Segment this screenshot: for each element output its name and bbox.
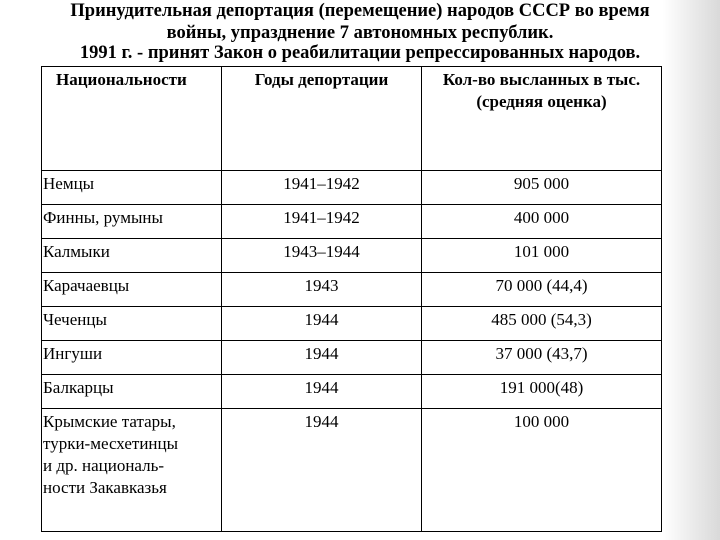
cell-years: 1941–1942 [222,171,422,205]
cell-count: 37 000 (43,7) [422,341,662,375]
cell-years: 1944 [222,375,422,409]
cell-count: 905 000 [422,171,662,205]
table-row [42,273,662,307]
cell-count: 400 000 [422,205,662,239]
header-count-line-2: (средняя оценка) [476,92,607,111]
title-line-1: Принудительная депортация (перемещение) народов СССР во время [70,1,650,21]
cell-count: 485 000 (54,3) [422,307,662,341]
cell-years: 1944 [222,341,422,375]
title-line-3: 1991 г. - принят Закон о реабилитации репрессированных народов. [79,43,641,63]
cell-nationality: Чеченцы [42,307,222,341]
table-row [42,307,662,341]
cell-count: 100 000 [422,409,662,532]
cell-years: 1944 [222,307,422,341]
nationality-line: турки-месхетинцы [43,434,179,453]
cell-years: 1941–1942 [222,205,422,239]
cell-count: 70 000 (44,4) [422,273,662,307]
table-header-row [42,67,662,171]
header-nationality: Национальности [42,67,222,171]
cell-nationality: Финны, румыны [42,205,222,239]
table-row [42,409,662,532]
cell-years: 1943 [222,273,422,307]
table-row [42,341,662,375]
nationality-line: ности Закавказья [43,478,167,497]
cell-count: 101 000 [422,239,662,273]
cell-nationality: Ингуши [42,341,222,375]
slide-title [0,0,720,64]
table-row [42,239,662,273]
deportation-table [41,66,662,532]
table-row [42,205,662,239]
nationality-line: Крымские татары, [43,412,176,431]
table-row [42,375,662,409]
nationality-line: и др. националь- [43,456,165,475]
title-line-2: войны, упразднение 7 автономных республик. [166,23,554,43]
header-years: Годы депортации [222,67,422,171]
cell-count: 191 000(48) [422,375,662,409]
table-row [42,171,662,205]
header-count [422,67,662,171]
cell-nationality [42,409,222,532]
cell-years: 1944 [222,409,422,532]
cell-nationality: Балкарцы [42,375,222,409]
header-count-line-1: Кол-во высланных в тыс. [442,70,641,89]
cell-nationality: Немцы [42,171,222,205]
cell-nationality: Калмыки [42,239,222,273]
cell-nationality: Карачаевцы [42,273,222,307]
cell-years: 1943–1944 [222,239,422,273]
